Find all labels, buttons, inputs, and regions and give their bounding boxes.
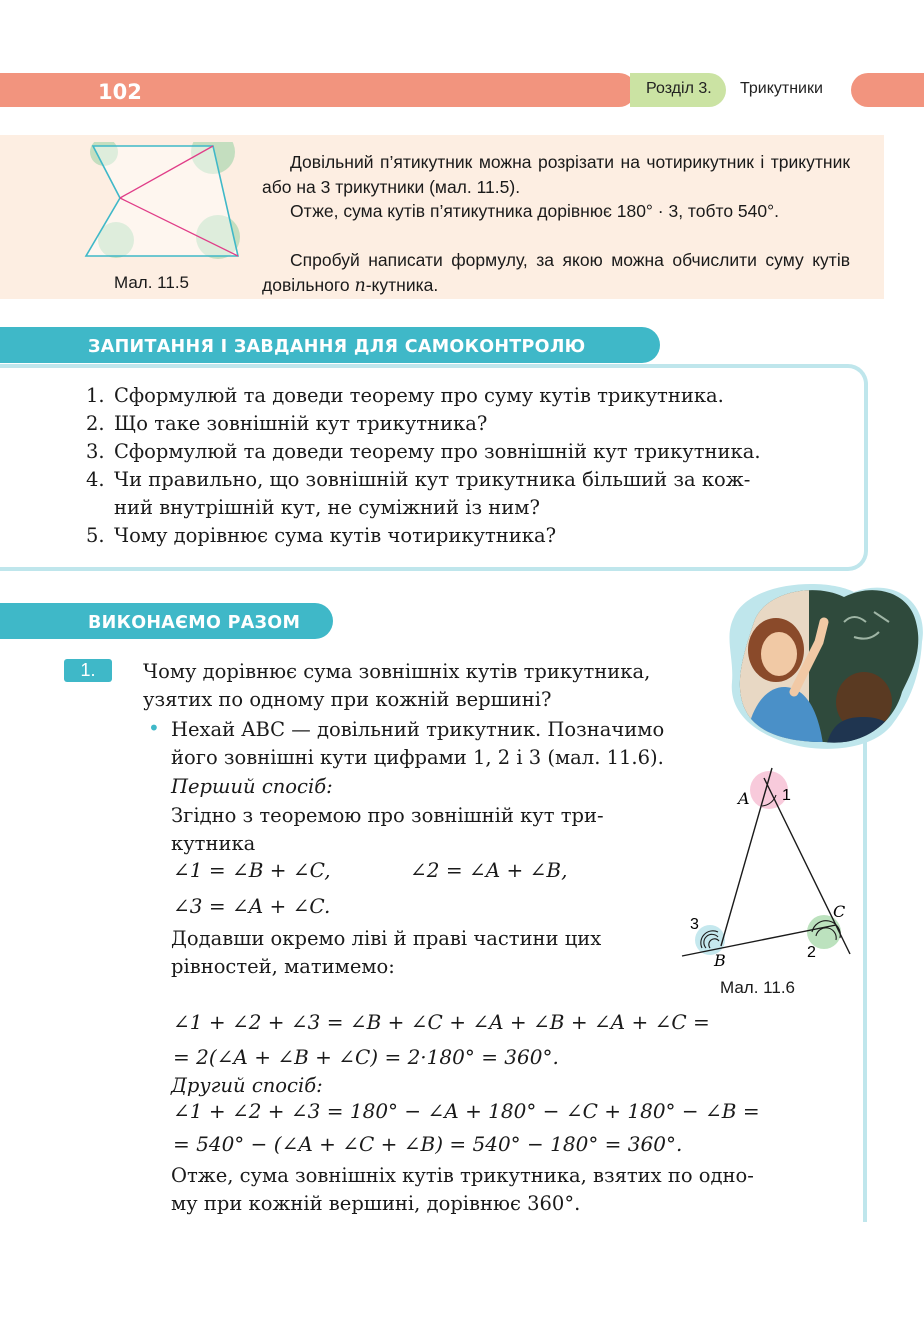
intro-paragraph: Довільний п’ятикутник можна розрізати на чотирикутник і трикутник або на 3 трикутники (мал. 11.5). [262, 152, 850, 197]
conclusion-text: Отже, сума зовнішніх кутів трикутника, взятих по одно- [171, 1164, 754, 1187]
equation: ∠1 = ∠B + ∠C, [173, 858, 331, 882]
pentagon-figure [82, 142, 242, 262]
equation: ∠1 + ∠2 + ∠3 = 180° − ∠A + 180° − ∠C + 180° − ∠B = [173, 1099, 760, 1123]
task-question: Чому дорівнює сума зовнішніх кутів трикутника, [143, 660, 651, 683]
solution-text: Додавши окремо ліві й праві частини цих [171, 927, 602, 950]
angle-label-3: 3 [690, 916, 699, 933]
angle-label-1: 1 [782, 787, 791, 804]
equation: = 540° − (∠A + ∠C + ∠B) = 540° − 180° = 360°. [173, 1132, 683, 1156]
equation: ∠2 = ∠A + ∠B, [410, 858, 568, 882]
solution-text: Нехай ABC — довільний трикутник. Позначимо [171, 718, 665, 741]
task-question: узятих по одному при кожній вершині? [143, 688, 552, 711]
list-item: 2. Що таке зовнішній кут трикутника? [86, 412, 488, 435]
intro-paragraph: Отже, сума кутів п’ятикутника дорівнює 180° · 3, тобто 540°. [290, 201, 779, 221]
intro-paragraph: Спробуй написати формулу, за якою можна обчислити суму кутів довільного n-кутника. [262, 250, 850, 296]
task-number-badge: 1. [64, 659, 112, 682]
equation: ∠3 = ∠A + ∠C. [173, 894, 331, 918]
method-title: Перший спосіб: [171, 775, 333, 798]
classroom-photo [724, 582, 924, 752]
chapter-title: Трикутники [740, 80, 823, 97]
list-item: 1. Сформулюй та доведи теорему про суму кутів трикутника. [86, 384, 724, 407]
figure-caption: Мал. 11.5 [114, 273, 189, 292]
solution-text: кутника [171, 832, 256, 855]
solution-text: Згідно з теоремою про зовнішній кут три- [171, 804, 604, 827]
section-title: ВИКОНАЄМО РАЗОМ [88, 613, 301, 633]
method-title: Другий спосіб: [171, 1074, 323, 1097]
vertex-label-a: A [738, 789, 750, 808]
section-border [863, 706, 867, 1222]
header-bar [0, 73, 636, 107]
angle-label-2: 2 [807, 944, 816, 961]
bullet-icon: • [148, 716, 160, 740]
section-title: ЗАПИТАННЯ І ЗАВДАННЯ ДЛЯ САМОКОНТРОЛЮ [88, 337, 586, 357]
conclusion-text: му при кожній вершині, дорівнює 360°. [171, 1192, 581, 1215]
header-right-tab [851, 73, 924, 107]
list-item: 4. Чи правильно, що зовнішній кут трикутника більший за кож- ний внутрішній кут, не суміжний із ним? [86, 468, 751, 519]
equation: = 2(∠A + ∠B + ∠C) = 2·180° = 360°. [173, 1045, 559, 1069]
vertex-label-b: B [714, 951, 726, 970]
vertex-label-c: C [833, 902, 846, 921]
list-item: 5. Чому дорівнює сума кутів чотирикутника? [86, 524, 557, 547]
triangle-figure [672, 760, 862, 970]
solution-text: його зовнішні кути цифрами 1, 2 і 3 (мал. 11.6). [171, 746, 664, 769]
equation: ∠1 + ∠2 + ∠3 = ∠B + ∠C + ∠A + ∠B + ∠A + ∠C = [173, 1010, 710, 1034]
solution-text: рівностей, матимемо: [171, 955, 395, 978]
page-number: 102 [98, 80, 142, 104]
section-label: Розділ 3. [646, 80, 712, 97]
list-item: 3. Сформулюй та доведи теорему про зовнішній кут трикутника. [86, 440, 761, 463]
figure-caption: Мал. 11.6 [720, 978, 795, 997]
